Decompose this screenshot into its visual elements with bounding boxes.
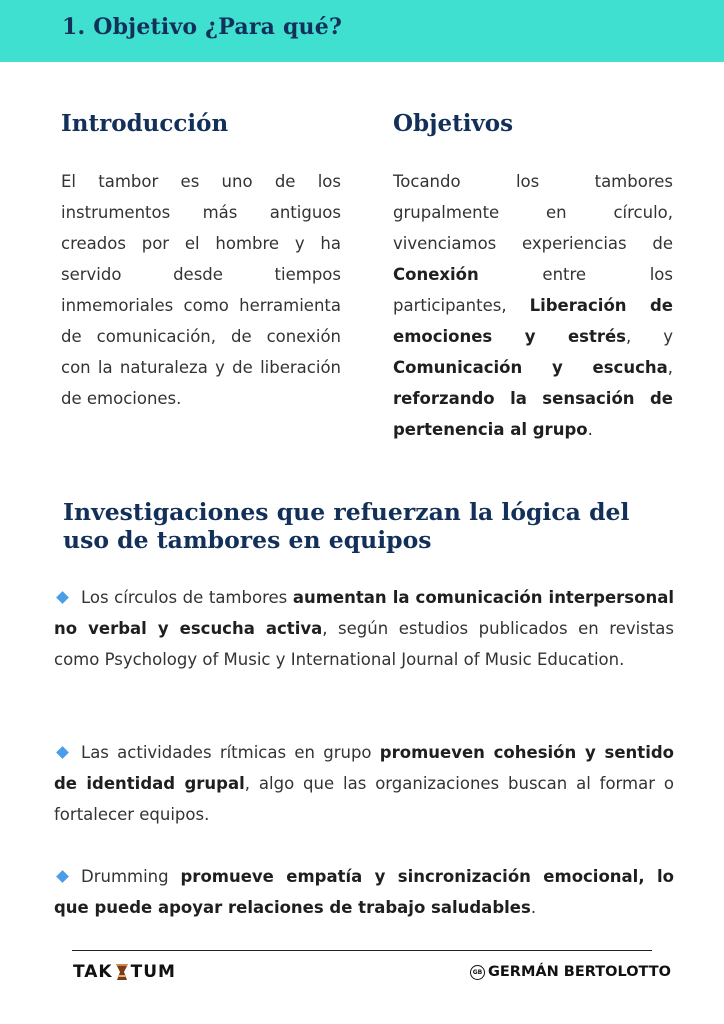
objectives-text [393, 166, 673, 445]
research-heading: Investigaciones que refuerzan la lógica del uso de tambores en equipos [63, 498, 630, 554]
objectives-bold-1: Conexión [393, 265, 479, 284]
footer-divider [72, 950, 652, 951]
seal-icon: GB [470, 965, 485, 980]
objectives-bold-3: Comunicación y escucha [393, 358, 668, 377]
bullet-text: . [530, 898, 537, 917]
page-title: 1. Objetivo ¿Para qué? [62, 14, 343, 40]
intro-heading: Introducción [61, 110, 229, 137]
bullet-text: , algo que las organizaciones buscan al formar o fortalecer equipos. [54, 774, 675, 824]
bullet-text: Drumming [81, 867, 181, 886]
logo-text-end: TUM [130, 962, 176, 982]
objectives-text-5: . [587, 420, 593, 439]
bullet-bold: promueve empatía y sincronización emocional, lo que puede apoyar relaciones de trabajo saludables [54, 867, 674, 917]
bullet-text: Las actividades rítmicas en grupo [81, 743, 380, 762]
objectives-text-1: Tocando los tambores grupalmente en círculo, vivenciamos experiencias de [393, 172, 673, 253]
author-logo [470, 964, 671, 980]
diamond-bullet-icon [56, 591, 69, 604]
intro-text: El tambor es uno de los instrumentos más antiguos creados por el hombre y ha servido desde tiempos inmemoriales como herramienta de comunicación, de conexión con la naturaleza y de liberación de emociones. [61, 172, 341, 408]
takatum-logo [73, 962, 176, 982]
objectives-text-3: , y [626, 327, 673, 346]
objectives-text-4: , [667, 358, 673, 377]
diamond-bullet-icon [56, 870, 69, 883]
bullet-bold: aumentan la comunicación interpersonal no verbal y escucha activa [54, 588, 674, 638]
logo-text-start: TAK [73, 962, 113, 982]
research-bullet [54, 582, 674, 675]
objectives-bold-4: reforzando la sensación de pertenencia al grupo [393, 389, 673, 439]
diamond-bullet-icon [56, 746, 69, 759]
objectives-heading: Objetivos [393, 110, 514, 137]
author-name: GERMÁN BERTOLOTTO [488, 964, 671, 980]
bullet-text: Los círculos de tambores [81, 588, 293, 607]
header-bar [0, 0, 724, 62]
objectives-text-2: entre los participantes, [393, 265, 673, 315]
research-bullet [54, 737, 674, 830]
objectives-bold-2: Liberación de emociones y estrés [393, 296, 673, 346]
drum-icon [115, 963, 129, 981]
research-bullet [54, 861, 674, 923]
bullet-text: , según estudios publicados en revistas como Psychology of Music y International Journal of Music Education. [54, 619, 674, 669]
bullet-bold: promueven cohesión y sentido de identidad grupal [54, 743, 674, 793]
